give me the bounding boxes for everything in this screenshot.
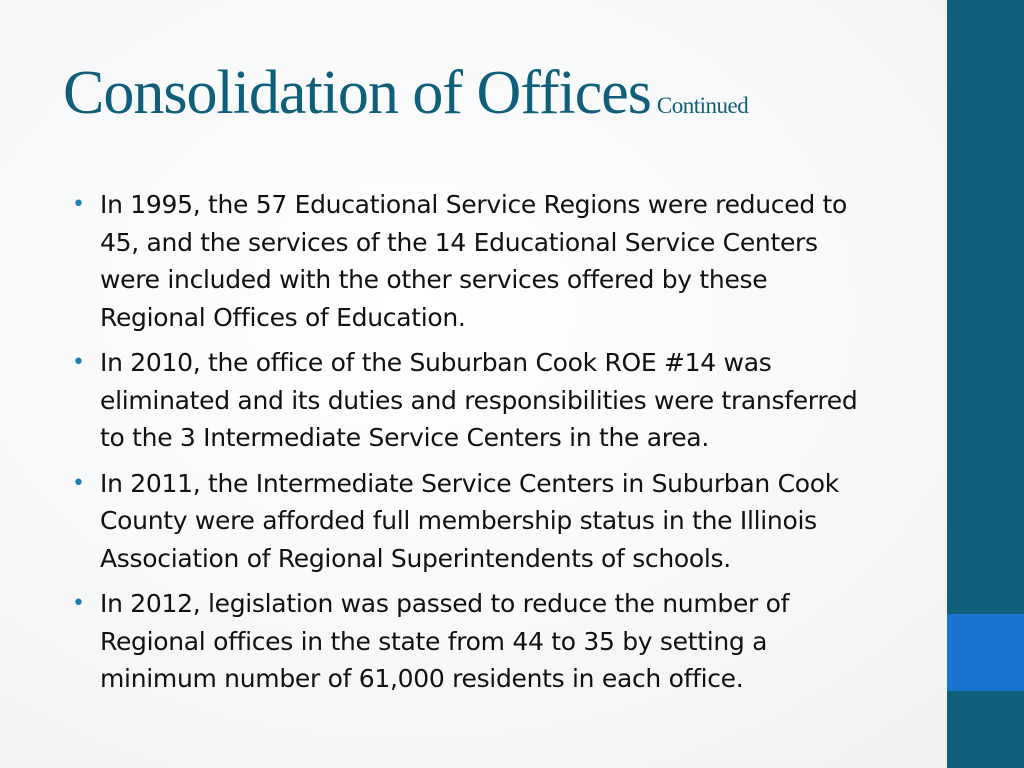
- bullet-dot-icon: •: [72, 350, 85, 375]
- bullet-dot-icon: •: [72, 591, 85, 616]
- slide-title-continued: Continued: [656, 93, 749, 118]
- bullet-list: [72, 186, 872, 706]
- bullet-item: [72, 186, 872, 336]
- bullet-item: [72, 344, 872, 457]
- bullet-item: [72, 465, 872, 578]
- bullet-dot-icon: •: [72, 470, 85, 496]
- bullet-text: In 2011, the Intermediate Service Centers in Suburban Cook County were afforded full membership status in the Illinois Association of Regional Superintendents of schools.: [100, 468, 839, 573]
- bullet-dot-icon: •: [72, 192, 85, 217]
- slide-title: [63, 59, 749, 127]
- bullet-text: In 2012, legislation was passed to reduce the number of Regional offices in the state from 44 to 35 by setting a minimum number of 61,000 residents in each office.: [100, 589, 790, 693]
- bullet-item: [72, 585, 872, 698]
- bullet-text: In 2010, the office of the Suburban Cook ROE #14 was eliminated and its duties and responsibilities were transferred to the 3 Intermediate Service Centers in the area.: [100, 348, 858, 452]
- side-accent-block: [947, 614, 1024, 691]
- bullet-text: In 1995, the 57 Educational Service Regions were reduced to 45, and the services of the 14 Educational Service Centers were included with the other services offered by these Regional Offices of Education.: [100, 190, 848, 332]
- slide-title-main: Consolidation of Offices: [63, 59, 651, 127]
